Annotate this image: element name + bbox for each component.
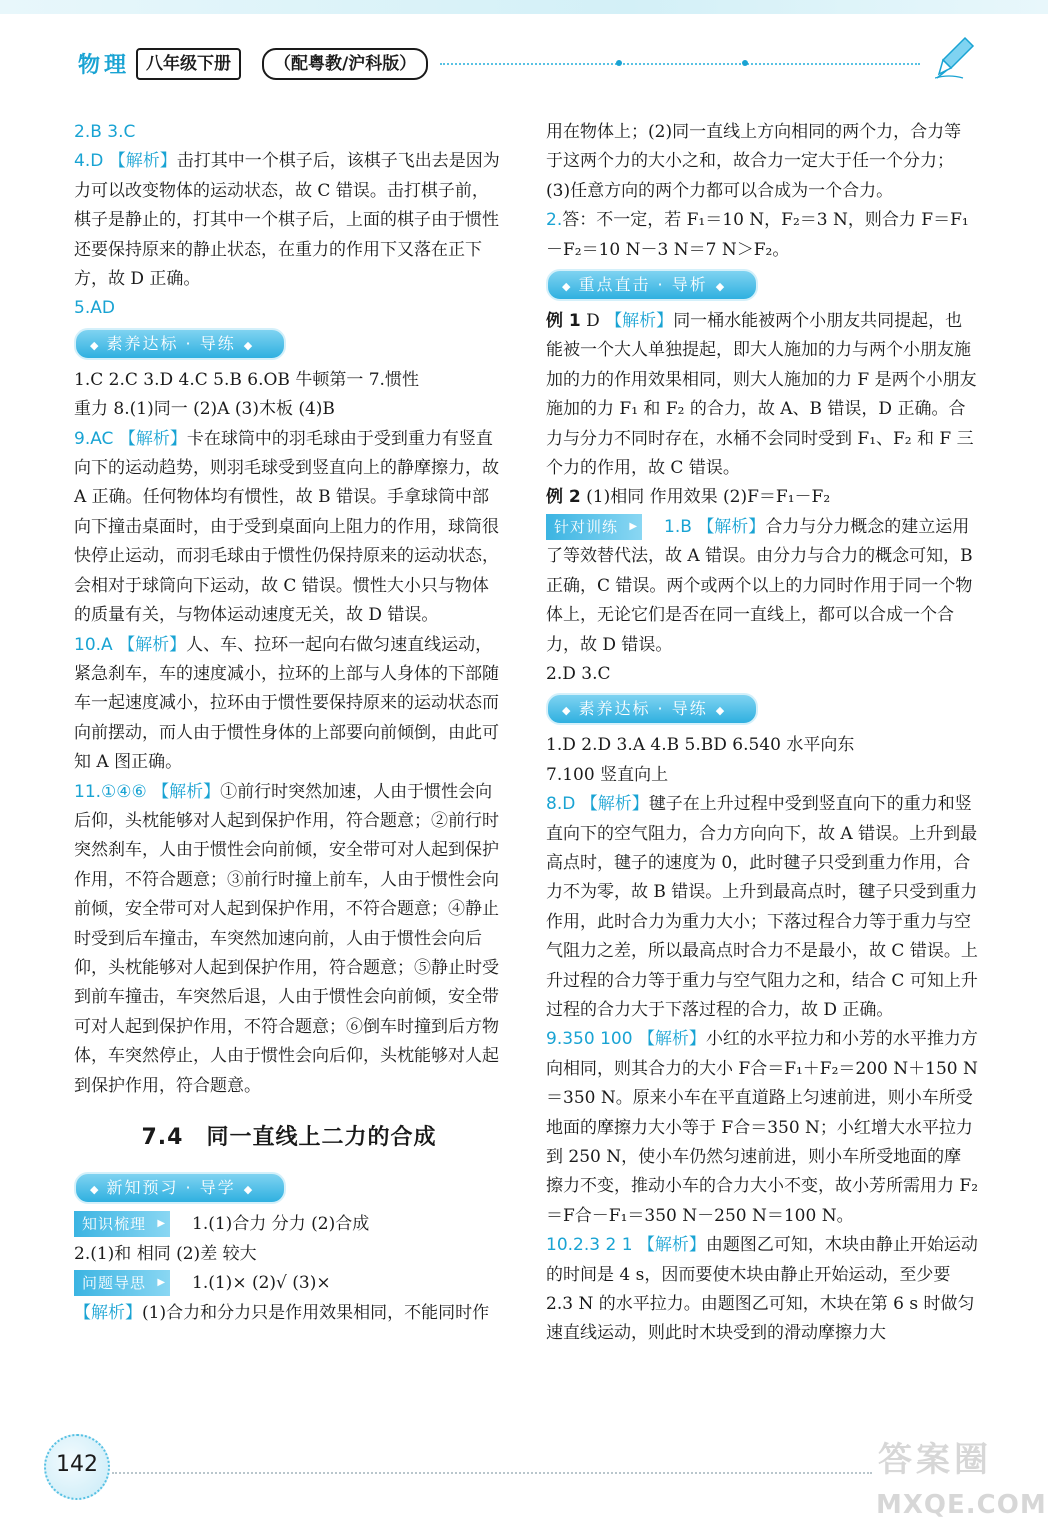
analysis-text: 合力与分力概念的建立运用了等效替代法，故 A 错误。由分力与合力的概念可知，B 正确，C 错误。两个或两个以上的力同时作用于同一个物体上，无论它们是否在同一直线上，都可以合成一个合力，故 D 错误。 bbox=[546, 516, 973, 655]
analysis-tag: 【解析】 bbox=[637, 1235, 706, 1256]
question-number: 10.A bbox=[74, 634, 113, 655]
answer-line: 重力 8.(1)同一 (2)A (3)木板 (4)B bbox=[74, 399, 335, 420]
answer-text: 答：不一定，若 F₁＝10 N，F₂＝3 N，则合力 F＝F₁－F₂＝10 N－3 N＝7 N＞F₂。 bbox=[546, 210, 969, 260]
question-number: 10.2.3 2 1 bbox=[546, 1235, 633, 1256]
example-label: 例 2 bbox=[546, 487, 581, 508]
answer-item-q4 bbox=[74, 147, 504, 294]
question-number: 11.①④⑥ bbox=[74, 781, 147, 802]
analysis-tag: 【解析】 bbox=[118, 634, 187, 655]
example-1 bbox=[546, 307, 978, 483]
analysis-text: 由题图乙可知，木块由静止开始运动的时间是 4 s，因而要使木块由静止开始运动，至少要 2.3 N 的水平拉力。由题图乙可知，木块在第 6 s 时做匀速直线运动，则此时木块受到的滑动摩擦力大 bbox=[546, 1235, 978, 1344]
answer-line: 2.(1)和 相同 (2)差 较大 bbox=[74, 1243, 257, 1264]
section-pill-xinzhi: ◆ 新知预习 · 导学 ◆ bbox=[74, 1172, 286, 1204]
example-label: 例 1 bbox=[546, 311, 581, 332]
pill-label: 新知预习 · 导学 bbox=[106, 1178, 236, 1198]
page-footer bbox=[0, 1420, 1048, 1536]
analysis-text: 用在物体上；(2)同一直线上方向相同的两个力，合力等于这两个力的大小之和，故合力一定大于任一个分力；(3)任意方向的两个力都可以合成为一个合力。 bbox=[546, 122, 962, 201]
watermark-text: 答案圈 bbox=[878, 1440, 992, 1480]
header-divider bbox=[440, 63, 920, 67]
answer-item-q10 bbox=[546, 1231, 978, 1349]
analysis-tag: 【解析】 bbox=[118, 428, 187, 449]
page-header bbox=[0, 0, 1048, 100]
answer-line: 1.(1)合力 分力 (2)合成 bbox=[192, 1214, 370, 1235]
answer-item-q9 bbox=[546, 1025, 978, 1231]
analysis-tag: 【解析】 bbox=[580, 794, 649, 815]
pen-nib-icon bbox=[935, 36, 975, 80]
answer-item-q11 bbox=[74, 778, 504, 1101]
subject-label: 物理 bbox=[78, 53, 131, 78]
pill-label: 重点直击 · 导析 bbox=[578, 275, 708, 295]
right-column bbox=[546, 118, 978, 1349]
tag-zhendui: 针对训练 ▶ bbox=[546, 514, 642, 540]
analysis-tag: 【解析】 bbox=[697, 516, 766, 537]
answer-line: 2.B 3.C bbox=[74, 122, 136, 142]
answer-item-q2 bbox=[546, 206, 978, 265]
pill-label: 素养达标 · 导练 bbox=[106, 333, 236, 353]
answer-item-q8 bbox=[546, 790, 978, 1025]
question-number: 8.D bbox=[546, 794, 576, 815]
answer-line: 1.(1)× (2)√ (3)× bbox=[192, 1273, 331, 1294]
example-answer: (1)相同 作用效果 (2)F＝F₁－F₂ bbox=[580, 487, 831, 508]
question-number: 9.AC bbox=[74, 428, 114, 449]
section-pill-suyang: ◆ 素养达标 · 导练 ◆ bbox=[74, 328, 286, 360]
analysis-text: 毽子在上升过程中受到竖直向下的重力和竖直向下的空气阻力，合力方向向下，故 A 错误。上升到最高点时，毽子的速度为 0，此时毽子只受到重力作用，合力不为零，故 B 错误。上升到最高点时，毽子只受到重力作用，此时合力为重力大小；下落过程合力等于重力与空气阻力之差，所以最高点时合力不是最小，故 C 错误。上升过程的合力等于重力与空气阻力之和，结合 C 可知上升过程的合力大于下落过程的合力，故 D 正确。 bbox=[546, 794, 978, 1020]
answer-line: 1.C 2.C 3.D 4.C 5.B 6.OB 牛顿第一 7.惯性 bbox=[74, 369, 419, 390]
left-column bbox=[74, 118, 504, 1328]
question-number: 9.350 100 bbox=[546, 1029, 633, 1050]
header-dot bbox=[616, 60, 622, 66]
analysis-text: 卡在球筒中的羽毛球由于受到重力有竖直向下的运动趋势，则羽毛球受到竖直向上的静摩擦力，故 A 正确。任何物体均有惯性，故 B 错误。手拿球筒中部向下撞击桌面时，由于受到桌面向上阻力的作用，球筒很快停止运动，而羽毛球由于惯性仍保持原来的运动状态，会相对于球筒向下运动，故 C 错误。惯性大小只与物体的质量有关，与物体运动速度无关，故 D 错误。 bbox=[74, 428, 499, 626]
answer-item-q10 bbox=[74, 631, 504, 778]
answer-line: 1.D 2.D 3.A 4.B 5.BD 6.540 水平向东 bbox=[546, 735, 855, 756]
answer-item-wenti bbox=[74, 1299, 504, 1328]
section-title: 7.4 同一直线上二力的合成 bbox=[141, 1125, 437, 1150]
pill-label: 素养达标 · 导练 bbox=[578, 699, 708, 719]
page-number-badge bbox=[44, 1434, 110, 1500]
analysis-text: 人、车、拉环一起向右做匀速直线运动，紧急刹车，车的速度减小，拉环的上部与人身体的下部随车一起速度减小，拉环由于惯性要保持原来的运动状态而向前摆动，而人由于惯性身体的上部要向前倾倒，由此可知 A 图正确。 bbox=[74, 634, 499, 773]
question-number: 1.B bbox=[664, 516, 692, 537]
section-pill-zhongdian: ◆ 重点直击 · 导析 ◆ bbox=[546, 269, 758, 301]
analysis-tag: 【解析】 bbox=[605, 311, 674, 332]
question-number: 2. bbox=[546, 210, 563, 231]
answer-line: 2.D 3.C bbox=[546, 663, 611, 684]
analysis-tag: 【解析】 bbox=[637, 1029, 706, 1050]
analysis-text: ①前行时突然加速，人由于惯性会向后仰，头枕能够对人起到保护作用，符合题意；②前行时突然刹车，人由于惯性会向前倾，安全带可对人起到保护作用，不符合题意；③前行时撞上前车，人由于惯性会向前倾，安全带可对人起到保护作用，不符合题意；④静止时受到后车撞击，车突然加速向前，人由于惯性会向后仰，头枕能够对人起到保护作用，符合题意；⑤静止时受到前车撞击，车突然后退，人由于惯性会向前倾，安全带可对人起到保护作用，不符合题意；⑥倒车时撞到后方物体，车突然停止，人由于惯性会向后仰，头枕能够对人起到保护作用，符合题意。 bbox=[74, 781, 499, 1096]
analysis-tag: 【解析】 bbox=[152, 781, 221, 802]
edition-label: （配粤教/沪科版） bbox=[262, 48, 428, 80]
tag-zhishi: 知识梳理 ▶ bbox=[74, 1211, 170, 1237]
example-2 bbox=[546, 483, 978, 512]
watermark-logo bbox=[872, 1428, 1047, 1532]
header-dot bbox=[742, 60, 748, 66]
question-number: 4.D bbox=[74, 151, 104, 172]
analysis-tag: 【解析】 bbox=[108, 151, 177, 172]
page-number: 142 bbox=[56, 1452, 98, 1477]
answer-item-zhendui bbox=[546, 513, 978, 660]
tag-wenti: 问题导思 ▶ bbox=[74, 1270, 170, 1296]
analysis-tag: 【解析】 bbox=[74, 1302, 142, 1323]
header-band bbox=[0, 0, 1048, 14]
example-answer: D bbox=[580, 311, 606, 332]
watermark-url: MXQE.COM bbox=[876, 1490, 1047, 1520]
answer-item-q9 bbox=[74, 425, 504, 631]
grade-label: 八年级下册 bbox=[136, 48, 241, 80]
analysis-text: 小红的水平拉力和小芳的水平推力方向相同，则其合力的大小 F合＝F₁＋F₂＝200 N＋150 N＝350 N。原来小车在平直道路上匀速前进，则小车所受地面的摩擦力大小等于 F合＝350 N；小红增大水平拉力到 250 N，使小车仍然匀速前进，则小车所受地面的摩擦力不变，推动小车的合力大小不变，故小芳所需用力 F₂＝F合－F₁＝350 N－250 N＝100 N。 bbox=[546, 1029, 979, 1226]
analysis-text: 击打其中一个棋子后，该棋子飞出去是因为力可以改变物体的运动状态，故 C 错误。击打棋子前，棋子是静止的，打其中一个棋子后，上面的棋子由于惯性还要保持原来的静止状态，在重力的作用下又落在正下方，故 D 正确。 bbox=[74, 151, 500, 290]
analysis-text: (1)合力和分力只是作用效果相同，不能同时作 bbox=[142, 1302, 490, 1323]
answer-line: 5.AD bbox=[74, 298, 115, 319]
section-pill-suyang-2: ◆ 素养达标 · 导练 ◆ bbox=[546, 693, 758, 725]
footer-divider bbox=[112, 1472, 872, 1474]
answer-line: 7.100 竖直向上 bbox=[546, 764, 669, 785]
analysis-text: 同一桶水能被两个小朋友共同提起，也能被一个大人单独提起，即大人施加的力与两个小朋友施加的力的作用效果相同，则大人施加的力 F 是两个小朋友施加的力 F₁ 和 F₂ 的合力，故 A、B 错误，D 正确。合力与分力不同时存在，水桶不会同时受到 F₁、F₂ 和 F 三个力的作用，故 C 错误。 bbox=[546, 311, 977, 479]
